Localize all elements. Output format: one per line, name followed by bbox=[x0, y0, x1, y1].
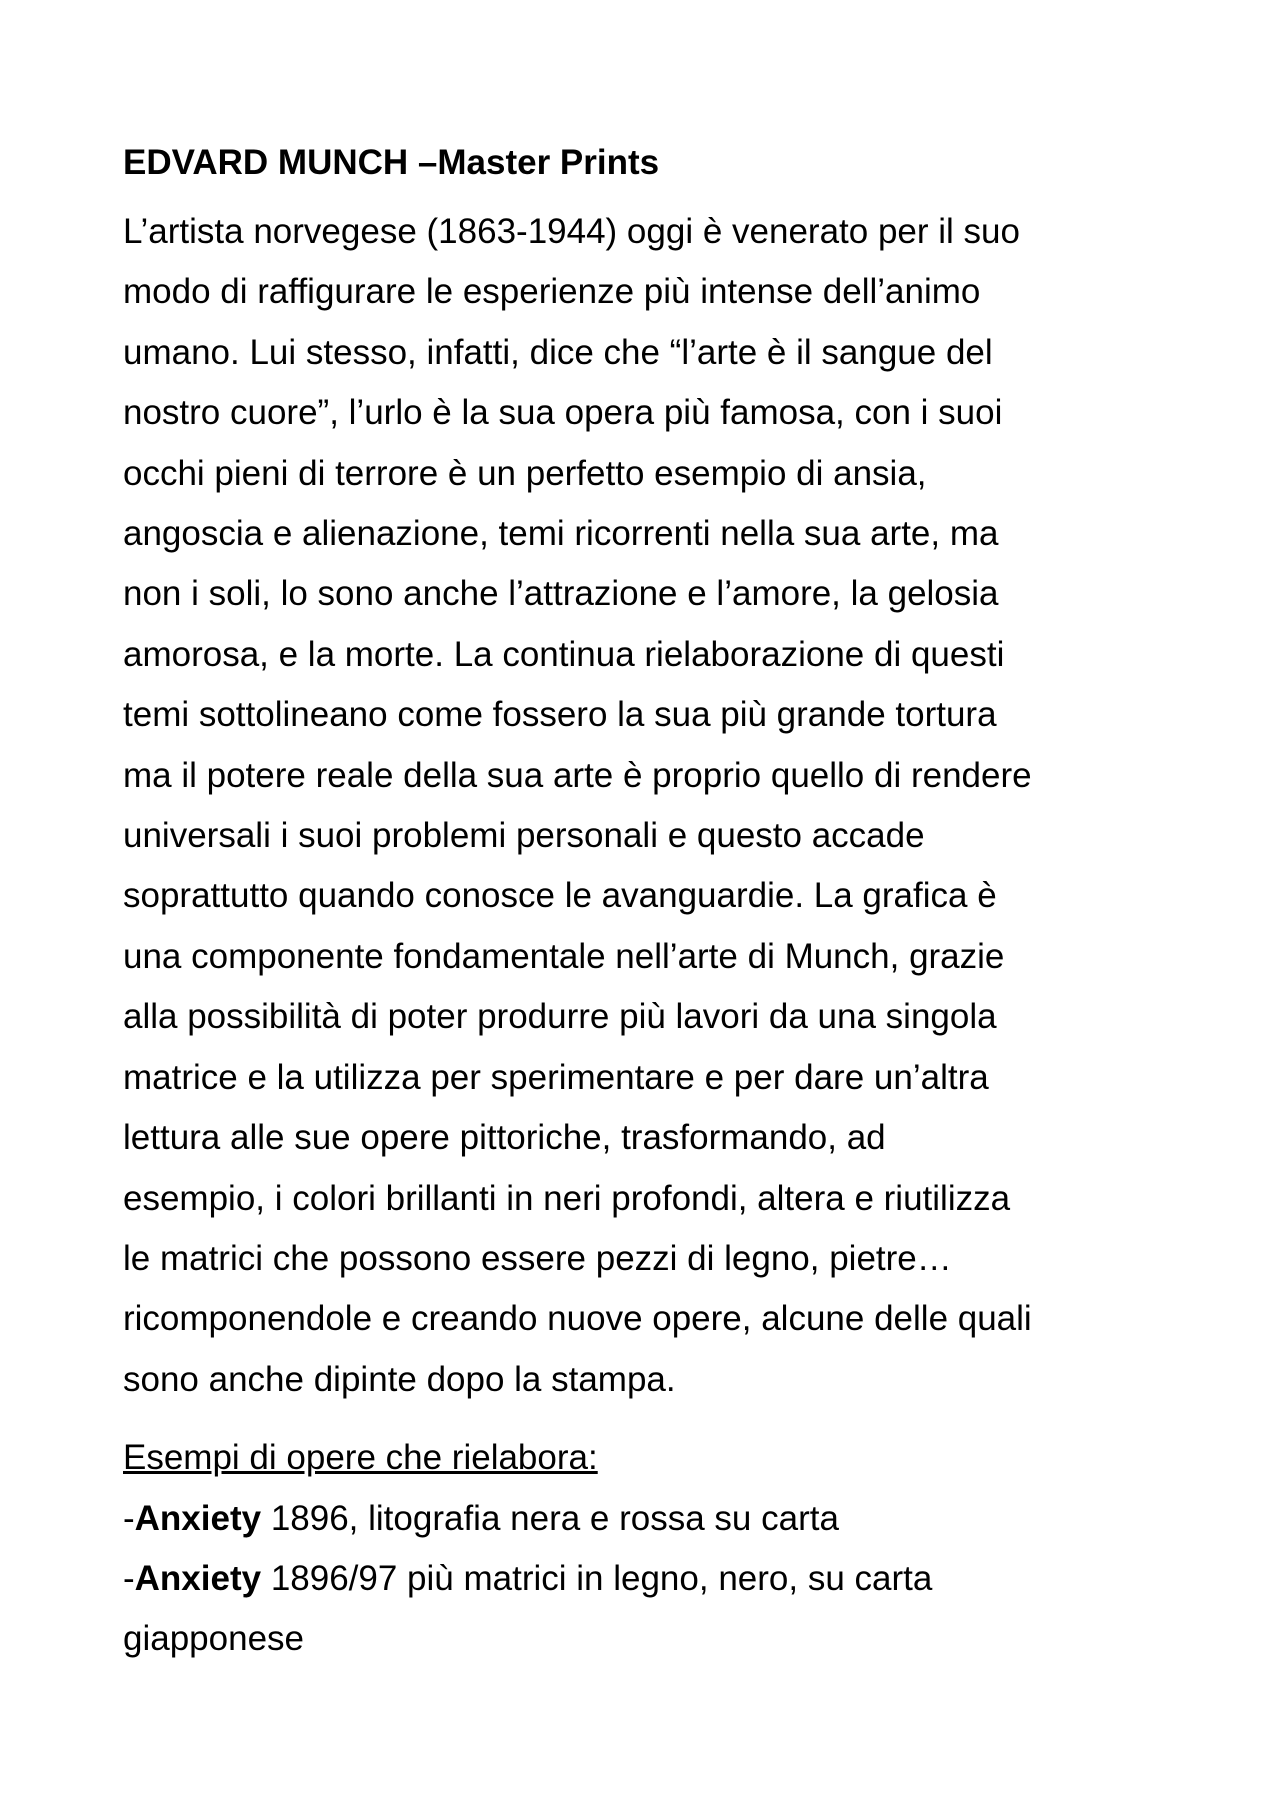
example-item bbox=[123, 1489, 1183, 1549]
paragraph-line: alla possibilità di poter produrre più lavori da una singola bbox=[123, 997, 997, 1037]
paragraph-line: le matrici che possono essere pezzi di legno, pietre… bbox=[123, 1238, 952, 1278]
example-description: 1896, litografia nera e rossa su carta bbox=[261, 1498, 839, 1538]
example-title: Anxiety bbox=[134, 1498, 262, 1538]
paragraph-line: esempio, i colori brillanti in neri profondi, altera e riutilizza bbox=[123, 1178, 1011, 1218]
example-description: 1896/97 più matrici in legno, nero, su carta bbox=[261, 1558, 933, 1598]
paragraph-line: matrice e la utilizza per sperimentare e per dare un’altra bbox=[123, 1057, 989, 1097]
paragraph-line: universali i suoi problemi personali e questo accade bbox=[123, 816, 925, 856]
example-continuation: giapponese bbox=[123, 1619, 304, 1659]
paragraph-line: ma il potere reale della sua arte è proprio quello di rendere bbox=[123, 755, 1032, 795]
example-title: Anxiety bbox=[134, 1558, 262, 1598]
examples-section bbox=[123, 1428, 1183, 1670]
paragraph-line: amorosa, e la morte. La continua rielaborazione di questi bbox=[123, 634, 1005, 674]
example-dash: - bbox=[123, 1498, 135, 1538]
paragraph-line: temi sottolineano come fossero la sua più grande tortura bbox=[123, 695, 997, 735]
paragraph-line: umano. Lui stesso, infatti, dice che “l’arte è il sangue del bbox=[123, 332, 993, 372]
paragraph-line: angoscia e alienazione, temi ricorrenti nella sua arte, ma bbox=[123, 514, 999, 554]
paragraph-line: L’artista norvegese (1863-1944) oggi è venerato per il suo bbox=[123, 212, 1020, 251]
paragraph-line: una componente fondamentale nell’arte di Munch, grazie bbox=[123, 936, 1005, 976]
example-item bbox=[123, 1549, 1183, 1670]
example-dash: - bbox=[123, 1558, 135, 1598]
paragraph-line: nostro cuore”, l’urlo è la sua opera più famosa, con i suoi bbox=[123, 393, 1003, 433]
example-line bbox=[123, 1549, 1183, 1609]
example-line bbox=[123, 1489, 1183, 1549]
paragraph-line: non i soli, lo sono anche l’attrazione e l’amore, la gelosia bbox=[123, 574, 999, 614]
document-page bbox=[123, 140, 1183, 1670]
document-title: EDVARD MUNCH –Master Prints bbox=[123, 143, 660, 182]
paragraph-line: modo di raffigurare le esperienze più intense dell’animo bbox=[123, 272, 981, 312]
paragraph-line: sono anche dipinte dopo la stampa. bbox=[123, 1359, 676, 1399]
body-paragraph bbox=[123, 202, 1183, 1410]
paragraph-line: lettura alle sue opere pittoriche, trasformando, ad bbox=[123, 1118, 886, 1158]
paragraph-line: ricomponendole e creando nuove opere, alcune delle quali bbox=[123, 1299, 1032, 1339]
paragraph-line: occhi pieni di terrore è un perfetto esempio di ansia, bbox=[123, 453, 927, 493]
paragraph-line: soprattutto quando conosce le avanguardie. La grafica è bbox=[123, 876, 997, 916]
examples-heading: Esempi di opere che rielabora: bbox=[123, 1438, 598, 1478]
